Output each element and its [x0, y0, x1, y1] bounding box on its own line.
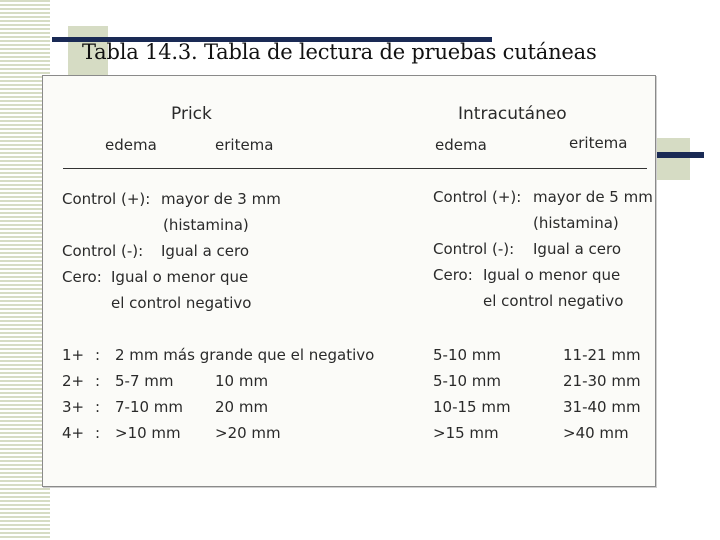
prick-eritema-value: >20 mm: [215, 424, 281, 442]
intra-control-pos-value: mayor de 5 mm: [533, 188, 653, 206]
intra-eritema-value: >40 mm: [563, 424, 629, 442]
intra-control-pos-note: (histamina): [533, 214, 619, 232]
intra-control-neg-value: Igual a cero: [533, 240, 622, 258]
intra-eritema-value: 21-30 mm: [563, 372, 641, 390]
intra-edema-value: 5-10 mm: [433, 372, 502, 390]
prick-eritema-value: 10 mm: [215, 372, 269, 390]
slide-title: Tabla 14.3. Tabla de lectura de pruebas cutáneas: [82, 40, 597, 64]
grade-label: 2+: [62, 372, 85, 390]
intra-eritema-value: 31-40 mm: [563, 398, 641, 416]
intra-edema-value: 5-10 mm: [433, 346, 502, 364]
grade-separator: :: [95, 398, 101, 416]
intra-header: Intracutáneo: [458, 104, 567, 124]
grade-separator: :: [95, 424, 101, 442]
intra-edema-header: edema: [435, 136, 487, 154]
intra-control-neg-label: Control (-):: [433, 240, 515, 258]
prick-edema-value: 2 mm más grande que el negativo: [115, 346, 375, 364]
header-divider: [63, 168, 647, 169]
prick-edema-header: edema: [105, 136, 157, 154]
prick-edema-value: >10 mm: [115, 424, 181, 442]
prick-control-pos-label: Control (+):: [62, 190, 151, 208]
prick-control-neg-value: Igual a cero: [161, 242, 250, 260]
prick-cero-value-2: el control negativo: [111, 294, 252, 312]
intra-edema-value: >15 mm: [433, 424, 499, 442]
intra-eritema-header: eritema: [569, 134, 628, 152]
right-accent-bar: [648, 152, 704, 158]
grade-separator: :: [95, 346, 101, 364]
grade-label: 1+: [62, 346, 85, 364]
intra-control-pos-label: Control (+):: [433, 188, 522, 206]
prick-eritema-header: eritema: [215, 136, 274, 154]
intra-cero-label: Cero:: [433, 266, 473, 284]
prick-eritema-value: 20 mm: [215, 398, 269, 416]
grade-label: 4+: [62, 424, 85, 442]
prick-edema-value: 5-7 mm: [115, 372, 174, 390]
intra-eritema-value: 11-21 mm: [563, 346, 641, 364]
intra-edema-value: 10-15 mm: [433, 398, 511, 416]
intra-cero-value: Igual o menor que: [483, 266, 621, 284]
prick-control-pos-value: mayor de 3 mm: [161, 190, 281, 208]
grade-label: 3+: [62, 398, 85, 416]
intra-cero-value-2: el control negativo: [483, 292, 624, 310]
prick-header: Prick: [171, 104, 212, 124]
scanned-table-image: [42, 75, 656, 487]
prick-control-neg-label: Control (-):: [62, 242, 144, 260]
prick-cero-value: Igual o menor que: [111, 268, 249, 286]
prick-control-pos-note: (histamina): [163, 216, 249, 234]
grade-separator: :: [95, 372, 101, 390]
prick-edema-value: 7-10 mm: [115, 398, 184, 416]
prick-cero-label: Cero:: [62, 268, 102, 286]
